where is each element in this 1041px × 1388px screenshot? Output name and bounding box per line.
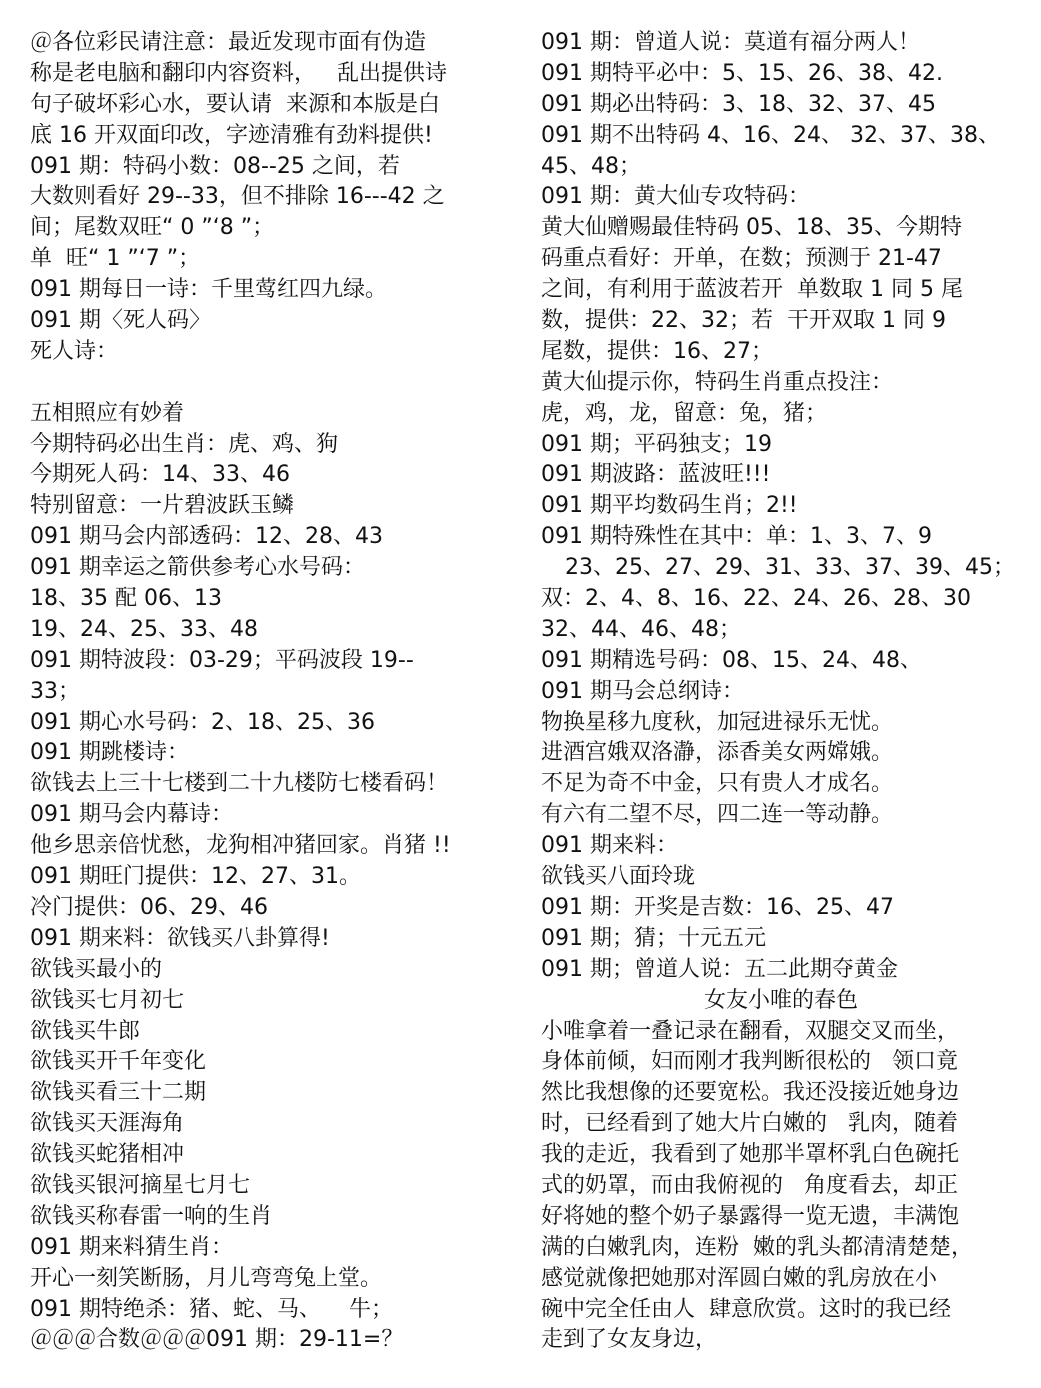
text-line: 感觉就像把她那对浑圆白嫩的乳房放在小 [541,1265,938,1291]
text-line: 虎，鸡，龙，留意：兔，猪； [541,400,828,426]
text-line: 23、25、27、29、31、33、37、39、45； [565,555,1015,581]
text-line: 好将她的整个奶子暴露得一览无遗，丰满饱 [541,1203,960,1229]
text-line: 满的白嫩乳肉，连粉 嫩的乳头都清清楚楚， [541,1234,973,1260]
text-line: 091 期：开奖是吉数：16、25、47 [541,894,894,920]
text-line: 开心一刻笑断肠，月儿弯弯兔上堂。 [30,1265,383,1291]
text-line: ＠各位彩民请注意：最近发现市面有伪造 [30,30,427,55]
text-line: 18、35 配 06、13 [30,586,222,612]
text-line: 091 期来料：欲钱买八卦算得! [30,925,330,951]
text-line: 091 期精选号码：08、15、24、48、 [541,647,922,673]
section-heading: 女友小唯的春色 [703,987,858,1013]
text-line: 身体前倾，妇而刚才我判断很松的 领口竟 [541,1049,958,1075]
text-line: 32、44、46、48； [541,616,741,642]
text-line: 091 期特绝杀：猪、蛇、马、 牛； [30,1296,393,1322]
text-line: 单 旺“ 1 ”‘7 ”； [30,246,201,272]
text-line: 冷门提供：06、29、46 [30,894,268,920]
text-line: 欲钱买天涯海角 [30,1111,185,1137]
text-line: 他乡思亲倍忧愁，龙狗相冲猪回家。肖猪 !! [30,833,451,859]
text-line: 欲钱买最小的 [30,956,163,982]
text-line: 33； [30,678,80,704]
text-line: 091 期来料： [541,833,678,859]
text-line: 091 期马会总纲诗： [541,678,744,704]
text-line: 091 期特波段：03-29；平码波段 19-- [30,647,414,673]
text-line: 欲钱买牛郎 [30,1018,141,1044]
text-line: 欲钱买开千年变化 [30,1049,207,1075]
text-line: 今期死人码：14、33、46 [30,462,290,488]
text-line: 091 期：特码小数：08--25 之间，若 [30,153,400,179]
text-line: 进酒宫娥双洛瀞，添香美女两嫦娥。 [541,740,894,766]
text-line: 欲钱买看三十二期 [30,1080,207,1106]
text-line: 尾数，提供：16、27； [541,338,773,364]
text-line: 091 期特平必中：5、15、26、38、42. [541,60,943,86]
text-line: 小唯拿着一叠记录在翻看，双腿交叉而坐， [541,1018,960,1044]
text-line: 然比我想像的还要宽松。我还没接近她身边 [541,1080,960,1106]
text-line: 黄大仙赠赐最佳特码 05、18、35、今期特 [541,215,962,241]
text-line: 今期特码必出生肖：虎、鸡、狗 [30,431,339,457]
text-line: 双：2、4、8、16、22、24、26、28、30 [541,586,971,612]
text-line: 091 期〈死人码〉 [30,308,211,334]
text-line: 091 期波路：蓝波旺!!! [541,462,771,488]
left-column [30,28,500,1356]
text-line: 称是老电脑和翻印内容资料， 乱出提供诗 [30,60,447,86]
text-line: 大数则看好 29--33，但不排除 16---42 之 [30,184,445,210]
text-line: 物换星移九度秋，加冠进禄乐无忧。 [541,709,894,735]
text-line: 走到了女友身边， [541,1327,718,1353]
text-line: 死人诗： [30,338,119,364]
text-line: 19、24、25、33、48 [30,616,258,642]
text-line: 我的走近，我看到了她那半罩杯乳白色碗托 [541,1142,960,1168]
text-line: 码重点看好：开单，在数；预测于 21-47 [541,246,942,272]
text-line: 有六有二望不尽，四二连一等动静。 [541,802,894,828]
text-line: 091 期特殊性在其中：单：1、3、7、9 [541,524,932,550]
text-line: 091 期来料猜生肖： [30,1234,233,1260]
text-line: 091 期马会内部透码：12、28、43 [30,524,383,550]
text-line: 五相照应有妙着 [30,400,185,426]
text-line: 091 期必出特码：3、18、32、37、45 [541,91,936,117]
text-line: 欲钱买银河摘星七月七 [30,1172,251,1198]
text-line: 091 期：曾道人说：莫道有福分两人！ [541,30,920,55]
text-line: 091 期：黄大仙专攻特码： [541,184,810,210]
text-line: 欲钱买八面玲珑 [541,864,696,890]
text-line: 底 16 开双面印改，字迹清雅有劲料提供! [30,122,433,148]
text-line: 欲钱去上三十七楼到二十九楼防七楼看码！ [30,771,449,797]
text-line: 091 期；曾道人说：五二此期夺黄金 [541,956,898,982]
text-line: 091 期心水号码：2、18、25、36 [30,709,375,735]
text-line: 091 期幸运之箭供参考心水号码： [30,555,365,581]
text-line: 碗中完全任由人 肆意欣赏。这时的我已经 [541,1296,951,1322]
text-line: 45、48； [541,153,641,179]
text-line: 间；尾数双旺“ 0 ”‘8 ”； [30,215,275,241]
text-line: 之间，有利用于蓝波若开 单数取 1 同 5 尾 [541,277,963,303]
text-line: 式的奶罩，而由我俯视的 角度看去，却正 [541,1172,958,1198]
text-line: 不足为奇不中金，只有贵人才成名。 [541,771,894,797]
right-column [541,28,1021,1356]
text-line: 欲钱买蛇猪相冲 [30,1142,185,1168]
text-line: 091 期每日一诗：千里莺红四九绿。 [30,277,387,303]
text-line: 091 期旺门提供：12、27、31。 [30,864,361,890]
text-line: 091 期马会内幕诗： [30,802,233,828]
text-line [30,368,500,399]
text-line: ＠＠＠合数＠＠＠091 期：29-11=？ [30,1327,404,1353]
text-line: 091 期；猜；十元五元 [541,925,766,951]
text-line: 091 期跳楼诗： [30,740,189,766]
text-line: 特别留意：一片碧波跃玉鳞 [30,493,295,519]
text-line: 黄大仙提示你，特码生肖重点投注： [541,369,894,395]
text-line: 时，已经看到了她大片白嫩的 乳肉，随着 [541,1111,958,1137]
text-line: 091 期；平码独支；19 [541,431,772,457]
text-line: 句子破坏彩心水，要认请 来源和本版是白 [30,91,440,117]
text-line: 数，提供：22、32；若 干开双取 1 同 9 [541,308,946,334]
text-line: 091 期不出特码 4、16、24、 32、37、38、 [541,122,1000,148]
text-line: 欲钱买七月初七 [30,987,185,1013]
text-line: 欲钱买称春雷一响的生肖 [30,1203,273,1229]
text-line: 091 期平均数码生肖；2!! [541,493,798,519]
